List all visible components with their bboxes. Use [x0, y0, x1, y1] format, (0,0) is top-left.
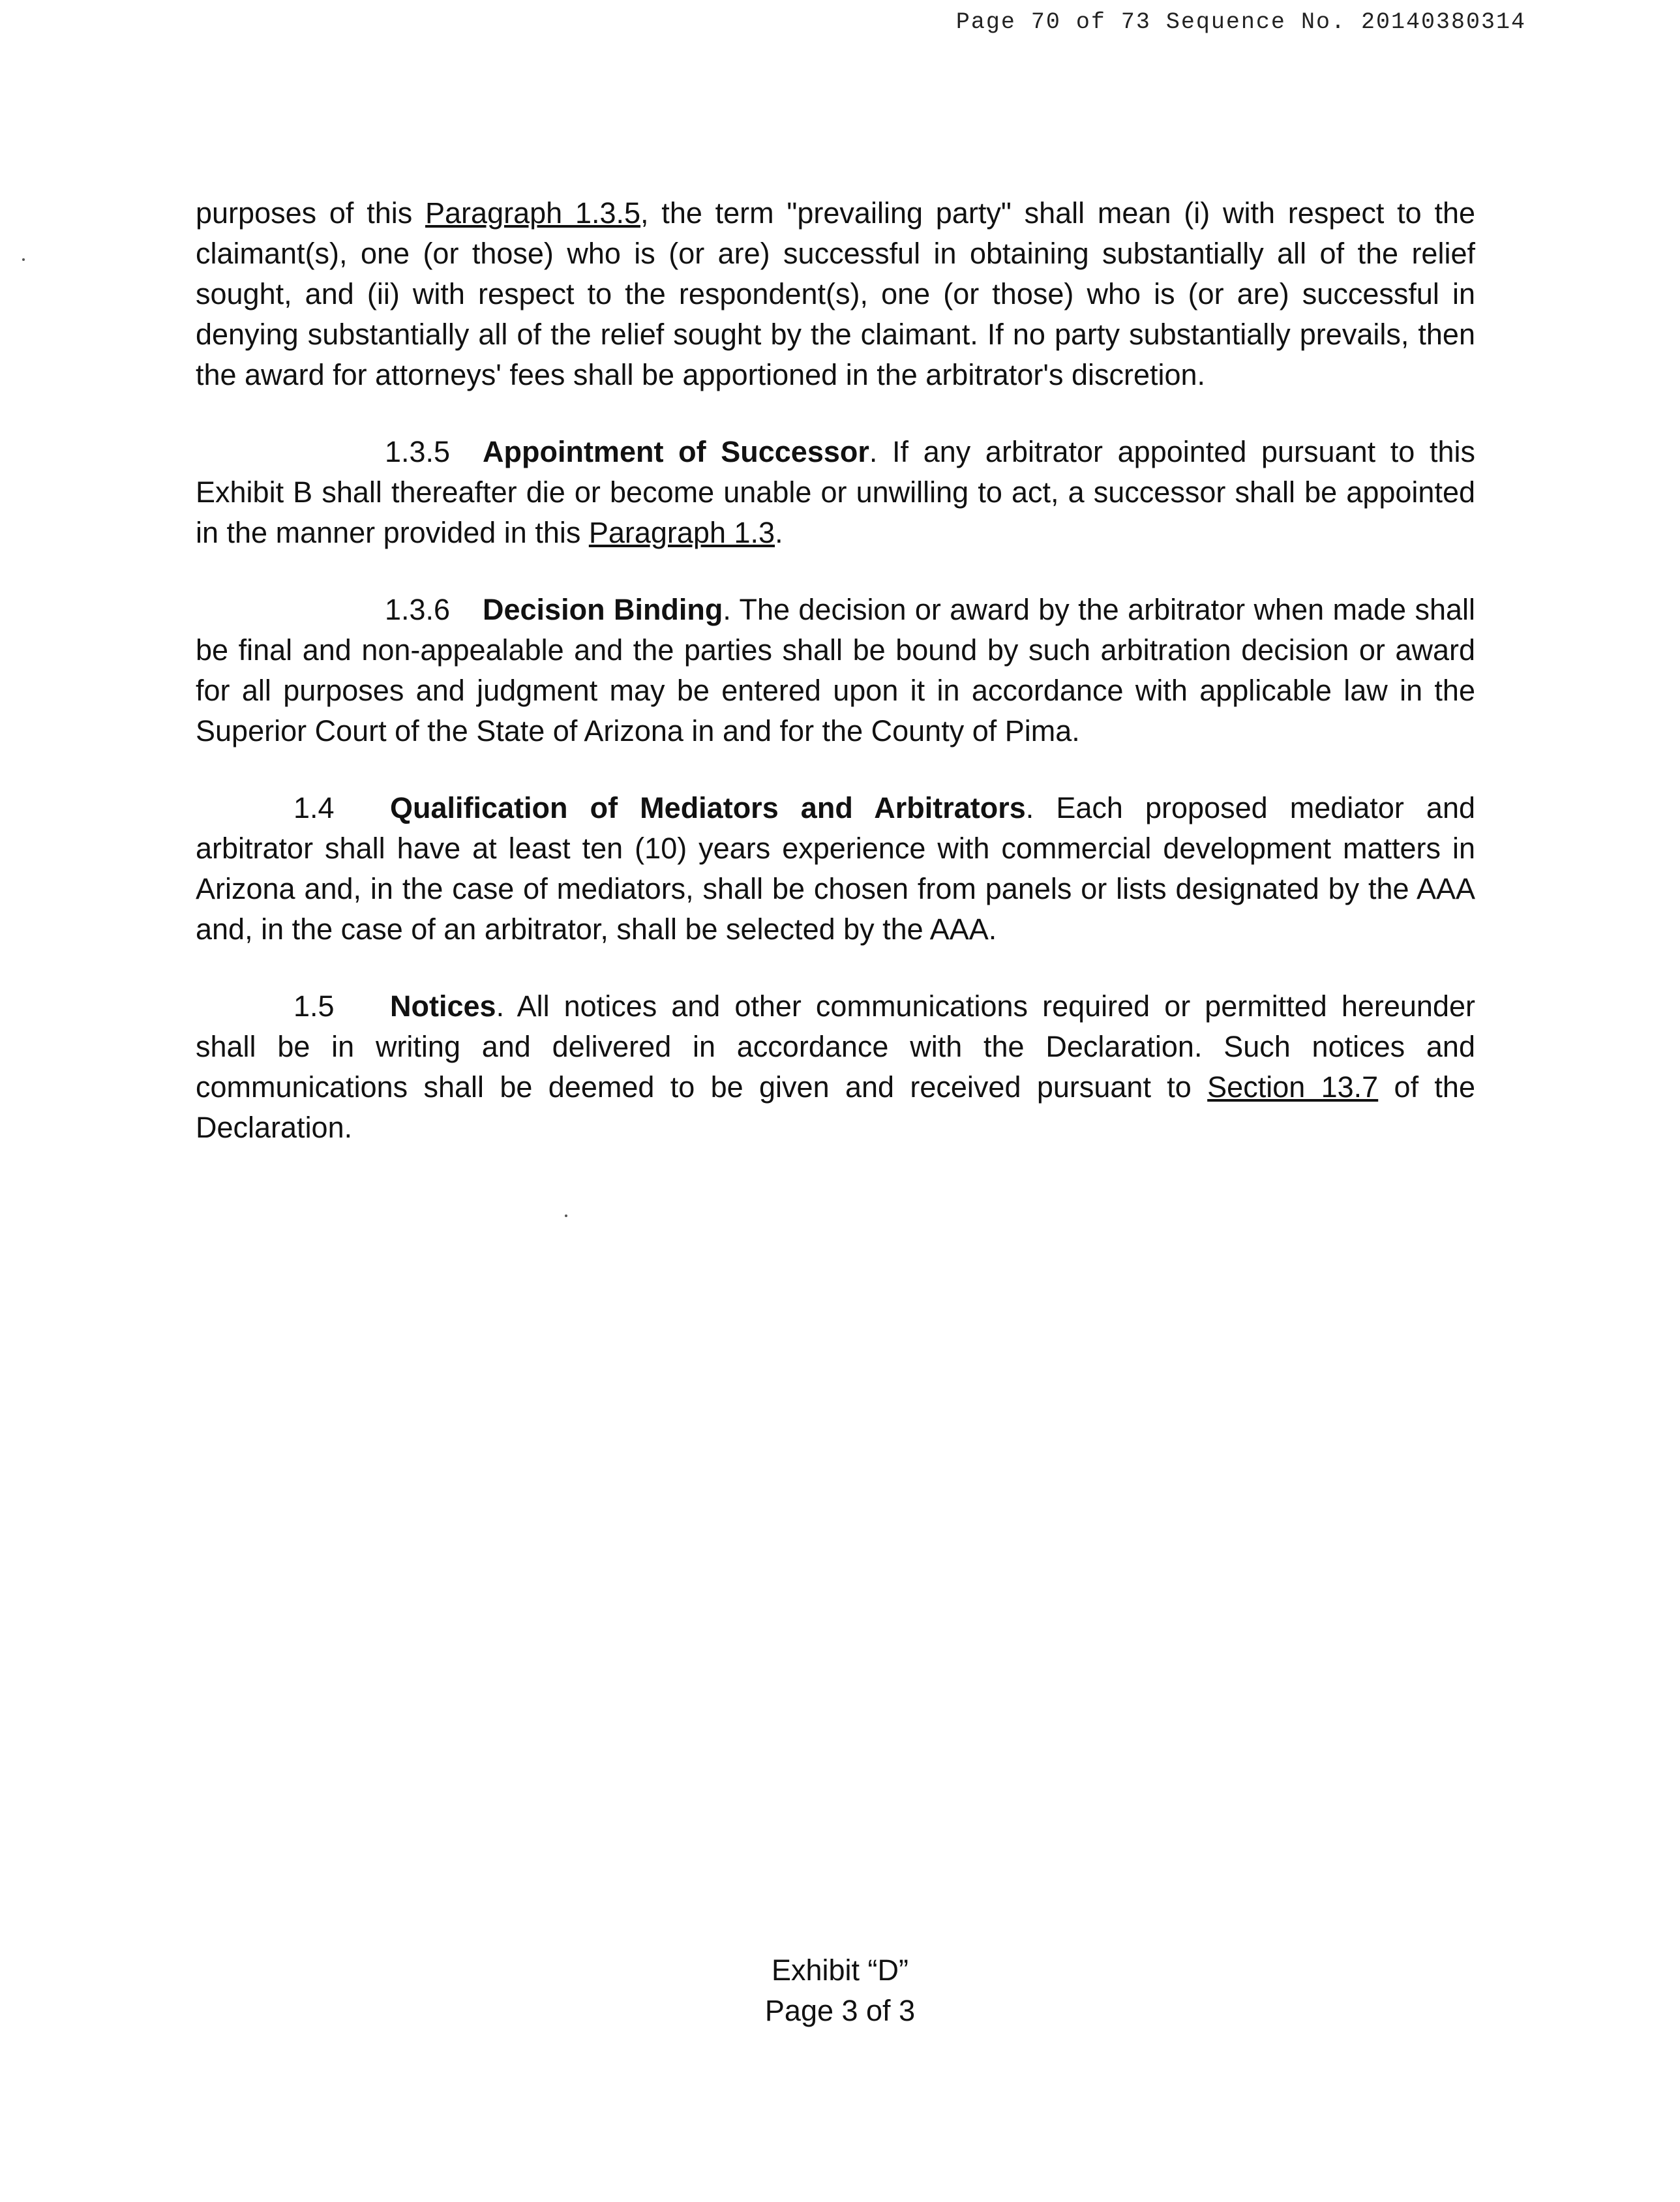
- scan-speck: [565, 1214, 567, 1217]
- section-number: 1.5: [293, 989, 335, 1023]
- section-number: 1.4: [293, 791, 335, 824]
- section-number: 1.3.6: [385, 593, 451, 626]
- paragraph-reference: Paragraph 1.3.5: [425, 196, 641, 230]
- exhibit-footer: [0, 1950, 1680, 2031]
- section-heading: Notices: [390, 989, 496, 1023]
- section-reference: Section 13.7: [1207, 1070, 1379, 1104]
- section-text: .: [775, 516, 783, 549]
- page-sequence-stamp: Page 70 of 73 Sequence No. 20140380314: [955, 9, 1526, 35]
- document-body: [196, 193, 1475, 1184]
- section-text: . Each proposed mediator and arbitrator shall have at least ten (10) years experience with commercial development matters in Arizona and, in the case of mediators, shall be chosen from panels or lists designated by the AAA and, in the case of an arbitrator, shall be selected by the AAA.: [196, 791, 1475, 946]
- section-text: . If any arbitrator appointed pursuant to this Exhibit B shall thereafter die or become unable or unwilling to act, a successor shall be appointed in the manner provided in this: [196, 435, 1475, 549]
- section-1-5: [196, 986, 1475, 1148]
- section-heading: Qualification of Mediators and Arbitrators: [390, 791, 1026, 824]
- section-text: of the Declaration.: [196, 1070, 1475, 1144]
- section-number: 1.3.5: [385, 435, 451, 468]
- section-text: . The decision or award by the arbitrator when made shall be final and non-appealable and the parties shall be bound by such arbitration decision or award for all purposes and judgment may be entered upon it in accordance with applicable law in the Superior Court of the State of Arizona in and for the County of Pima.: [196, 593, 1476, 747]
- section-text: . All notices and other communications required or permitted hereunder shall be in writing and delivered in accordance with the Declaration. Such notices and communications shall be deemed to be given and received pursuant to: [196, 989, 1475, 1104]
- paragraph-text: purposes of this: [196, 196, 426, 230]
- section-1-4: [196, 788, 1475, 950]
- section-heading: Decision Binding: [483, 593, 723, 626]
- paragraph-text: , the term "prevailing party" shall mean (i) with respect to the claimant(s), one (or those) who is (or are) successful in obtaining substantially all of the relief sought, and (ii) with respect to the respondent(s), one (or those) who is (or are) successful in denying substantially all of the relief sought by the claimant. If no party substantially prevails, then the award for attorneys' fees shall be apportioned in the arbitrator's discretion.: [196, 196, 1476, 391]
- paragraph-continuation: [196, 193, 1475, 395]
- exhibit-page-number: Page 3 of 3: [764, 1994, 916, 2027]
- section-reference: Paragraph 1.3: [588, 516, 775, 549]
- exhibit-label: Exhibit “D”: [771, 1953, 909, 1987]
- section-1-3-5: [196, 432, 1475, 553]
- scan-speck: [22, 258, 25, 261]
- section-heading: Appointment of Successor: [483, 435, 869, 468]
- section-1-3-6: [196, 590, 1475, 751]
